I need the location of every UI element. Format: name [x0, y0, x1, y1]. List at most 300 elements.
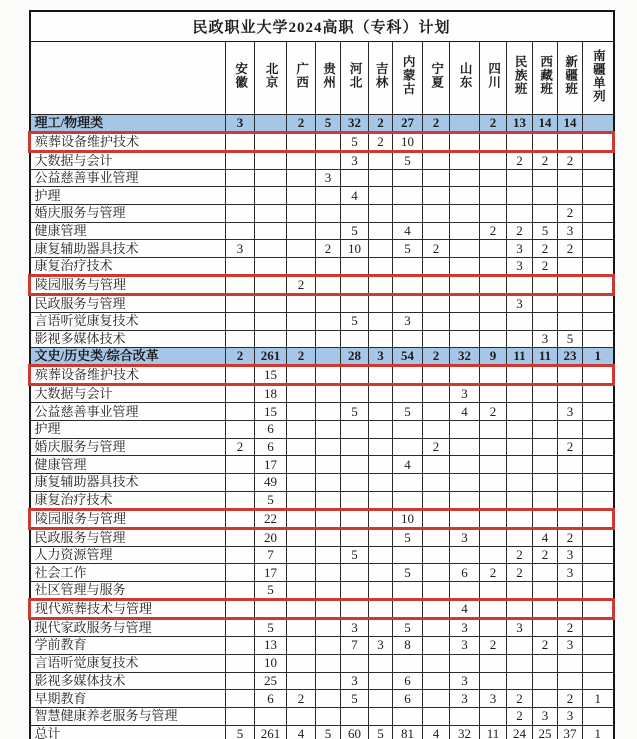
value-cell: 2 [507, 546, 533, 564]
value-cell [316, 672, 341, 690]
value-cell [369, 204, 393, 222]
value-cell [369, 619, 393, 637]
value-cell: 6 [393, 690, 423, 708]
major-name-cell: 社区管理与服务 [30, 582, 226, 600]
value-cell [533, 312, 558, 330]
value-cell [450, 294, 480, 312]
section-name-cell: 文史/历史类/综合改革 [30, 348, 226, 366]
value-cell [316, 438, 341, 456]
major-name-cell: 社会工作 [30, 564, 226, 582]
value-cell [450, 421, 480, 439]
value-cell [393, 366, 423, 385]
value-cell [423, 403, 450, 421]
value-cell [369, 438, 393, 456]
value-cell [583, 222, 614, 240]
value-cell: 5 [393, 151, 423, 169]
value-cell [480, 456, 507, 474]
value-cell: 2 [558, 204, 583, 222]
value-cell [423, 294, 450, 312]
value-cell [558, 169, 583, 187]
value-cell [341, 582, 369, 600]
value-cell [558, 257, 583, 275]
value-cell: 1 [583, 690, 614, 708]
value-cell: 5 [341, 312, 369, 330]
table-row-highlighted [30, 509, 614, 528]
major-name-cell: 康复辅助器具技术 [30, 474, 226, 492]
value-cell [507, 403, 533, 421]
value-cell [287, 546, 316, 564]
table-row [30, 654, 614, 672]
value-cell: 3 [341, 672, 369, 690]
value-cell: 10 [393, 132, 423, 151]
value-cell [316, 421, 341, 439]
value-cell: 3 [558, 546, 583, 564]
value-cell [341, 257, 369, 275]
value-cell: 2 [226, 438, 255, 456]
value-cell [558, 132, 583, 151]
value-cell [316, 312, 341, 330]
value-cell [316, 637, 341, 655]
value-cell [583, 438, 614, 456]
value-cell [287, 637, 316, 655]
value-cell [316, 564, 341, 582]
province-column-header [369, 41, 393, 114]
value-cell [287, 169, 316, 187]
table-row [30, 222, 614, 240]
value-cell [507, 330, 533, 348]
value-cell: 4 [341, 187, 369, 205]
value-cell [341, 275, 369, 294]
value-cell [341, 169, 369, 187]
value-cell [507, 672, 533, 690]
value-cell [507, 654, 533, 672]
value-cell [423, 546, 450, 564]
value-cell [393, 707, 423, 725]
value-cell [226, 707, 255, 725]
value-cell [316, 275, 341, 294]
value-cell [480, 582, 507, 600]
value-cell [480, 257, 507, 275]
table-row [30, 403, 614, 421]
table-row [30, 421, 614, 439]
value-cell [369, 169, 393, 187]
value-cell [226, 275, 255, 294]
value-cell [341, 654, 369, 672]
value-cell [287, 438, 316, 456]
value-cell [533, 187, 558, 205]
enrollment-plan-table [28, 10, 615, 739]
value-cell [287, 456, 316, 474]
value-cell [316, 222, 341, 240]
major-name-cell: 护理 [30, 187, 226, 205]
value-cell [341, 438, 369, 456]
value-cell [558, 366, 583, 385]
value-cell: 3 [480, 690, 507, 708]
value-cell: 2 [480, 403, 507, 421]
province-column-header [558, 41, 583, 114]
value-cell [287, 672, 316, 690]
value-cell [558, 312, 583, 330]
value-cell [255, 257, 287, 275]
value-cell: 2 [480, 637, 507, 655]
value-cell: 2 [558, 619, 583, 637]
value-cell [226, 132, 255, 151]
major-name-cell: 言语听觉康复技术 [30, 654, 226, 672]
value-cell [558, 491, 583, 509]
value-cell [480, 546, 507, 564]
value-cell [583, 240, 614, 258]
value-cell [423, 528, 450, 546]
value-cell: 5 [341, 403, 369, 421]
value-cell [369, 151, 393, 169]
value-cell: 24 [507, 725, 533, 739]
value-cell: 5 [369, 725, 393, 739]
table-row [30, 438, 614, 456]
value-cell [287, 312, 316, 330]
value-cell [226, 421, 255, 439]
value-cell [480, 169, 507, 187]
major-name-cell: 陵园服务与管理 [30, 275, 226, 294]
value-cell [393, 654, 423, 672]
table-row [30, 312, 614, 330]
value-cell: 2 [558, 438, 583, 456]
value-cell: 2 [480, 564, 507, 582]
value-cell [316, 528, 341, 546]
value-cell: 32 [450, 725, 480, 739]
value-cell [480, 421, 507, 439]
value-cell [226, 385, 255, 403]
value-cell [480, 132, 507, 151]
major-name-cell: 婚庆服务与管理 [30, 204, 226, 222]
value-cell [583, 366, 614, 385]
value-cell [316, 348, 341, 366]
value-cell: 3 [369, 348, 393, 366]
value-cell [393, 582, 423, 600]
major-name-cell: 公益慈善事业管理 [30, 169, 226, 187]
value-cell [480, 600, 507, 619]
value-cell [393, 546, 423, 564]
value-cell [316, 403, 341, 421]
value-cell [423, 474, 450, 492]
value-cell [583, 187, 614, 205]
value-cell: 5 [558, 330, 583, 348]
value-cell [423, 672, 450, 690]
value-cell [226, 366, 255, 385]
value-cell [533, 403, 558, 421]
value-cell: 5 [341, 546, 369, 564]
value-cell [369, 240, 393, 258]
province-column-header [533, 41, 558, 114]
value-cell: 2 [507, 690, 533, 708]
value-cell [316, 546, 341, 564]
value-cell [226, 474, 255, 492]
major-name-cell: 影视多媒体技术 [30, 330, 226, 348]
value-cell [450, 151, 480, 169]
value-cell [507, 132, 533, 151]
value-cell: 3 [558, 564, 583, 582]
value-cell: 27 [393, 114, 423, 132]
value-cell: 2 [558, 240, 583, 258]
table-row [30, 725, 614, 739]
value-cell [507, 509, 533, 528]
value-cell [341, 707, 369, 725]
value-cell [533, 564, 558, 582]
value-cell [533, 169, 558, 187]
major-name-cell: 康复辅助器具技术 [30, 240, 226, 258]
value-cell [341, 600, 369, 619]
value-cell [450, 438, 480, 456]
value-cell: 2 [507, 222, 533, 240]
province-column-label: 民族班 [513, 55, 528, 96]
value-cell [450, 582, 480, 600]
value-cell [287, 509, 316, 528]
table-row [30, 330, 614, 348]
major-name-cell: 民政服务与管理 [30, 294, 226, 312]
value-cell [533, 690, 558, 708]
value-cell [369, 509, 393, 528]
value-cell [423, 204, 450, 222]
value-cell [423, 275, 450, 294]
value-cell [450, 132, 480, 151]
value-cell [255, 204, 287, 222]
value-cell [450, 366, 480, 385]
value-cell [558, 582, 583, 600]
value-cell [583, 582, 614, 600]
value-cell: 4 [450, 403, 480, 421]
value-cell: 22 [255, 509, 287, 528]
value-cell [255, 600, 287, 619]
value-cell: 5 [393, 564, 423, 582]
value-cell: 4 [533, 528, 558, 546]
value-cell [558, 672, 583, 690]
table-row [30, 474, 614, 492]
value-cell [287, 330, 316, 348]
value-cell: 32 [341, 114, 369, 132]
value-cell [480, 528, 507, 546]
value-cell [507, 204, 533, 222]
value-cell [287, 474, 316, 492]
value-cell [226, 672, 255, 690]
province-column-label: 北京 [264, 62, 279, 89]
value-cell [341, 564, 369, 582]
value-cell [450, 169, 480, 187]
value-cell [533, 474, 558, 492]
value-cell: 6 [255, 421, 287, 439]
value-cell [583, 403, 614, 421]
value-cell [480, 707, 507, 725]
value-cell [369, 654, 393, 672]
value-cell: 2 [507, 707, 533, 725]
value-cell [583, 564, 614, 582]
value-cell: 5 [255, 619, 287, 637]
value-cell: 23 [558, 348, 583, 366]
value-cell [369, 672, 393, 690]
value-cell [369, 257, 393, 275]
value-cell [450, 312, 480, 330]
value-cell: 13 [507, 114, 533, 132]
value-cell [341, 330, 369, 348]
major-name-cell: 公益慈善事业管理 [30, 403, 226, 421]
table-row [30, 456, 614, 474]
value-cell: 2 [369, 114, 393, 132]
value-cell [287, 204, 316, 222]
major-name-cell: 言语听觉康复技术 [30, 312, 226, 330]
value-cell [450, 275, 480, 294]
value-cell: 10 [341, 240, 369, 258]
value-cell: 2 [558, 528, 583, 546]
value-cell: 3 [450, 619, 480, 637]
province-column-label: 南疆单列 [591, 48, 606, 103]
value-cell [393, 491, 423, 509]
value-cell [450, 654, 480, 672]
value-cell [369, 421, 393, 439]
value-cell [558, 456, 583, 474]
major-name-cell: 早期教育 [30, 690, 226, 708]
value-cell: 3 [507, 619, 533, 637]
major-name-cell: 现代殡葬技术与管理 [30, 600, 226, 619]
value-cell [316, 330, 341, 348]
value-cell: 2 [287, 690, 316, 708]
value-cell [369, 582, 393, 600]
value-cell [255, 132, 287, 151]
value-cell [369, 491, 393, 509]
value-cell [316, 707, 341, 725]
major-name-cell: 学前教育 [30, 637, 226, 655]
value-cell [393, 600, 423, 619]
value-cell [287, 366, 316, 385]
value-cell [369, 707, 393, 725]
value-cell [480, 672, 507, 690]
value-cell: 18 [255, 385, 287, 403]
value-cell: 4 [287, 725, 316, 739]
value-cell: 1 [583, 348, 614, 366]
value-cell [533, 672, 558, 690]
value-cell: 2 [423, 240, 450, 258]
value-cell [450, 204, 480, 222]
value-cell [507, 385, 533, 403]
value-cell [316, 474, 341, 492]
value-cell [423, 600, 450, 619]
major-name-cell: 民政服务与管理 [30, 528, 226, 546]
province-column-header [583, 41, 614, 114]
value-cell [316, 132, 341, 151]
value-cell [423, 456, 450, 474]
value-cell [480, 187, 507, 205]
value-cell: 5 [226, 725, 255, 739]
value-cell [393, 204, 423, 222]
value-cell [316, 187, 341, 205]
value-cell [226, 294, 255, 312]
value-cell: 3 [507, 257, 533, 275]
value-cell [423, 509, 450, 528]
value-cell: 2 [480, 222, 507, 240]
value-cell [287, 257, 316, 275]
table-row [30, 637, 614, 655]
value-cell: 25 [533, 725, 558, 739]
value-cell [423, 619, 450, 637]
value-cell [480, 294, 507, 312]
major-name-cell: 护理 [30, 421, 226, 439]
value-cell [450, 330, 480, 348]
value-cell [507, 421, 533, 439]
value-cell [226, 204, 255, 222]
value-cell: 2 [287, 348, 316, 366]
value-cell [316, 690, 341, 708]
value-cell: 3 [450, 528, 480, 546]
value-cell: 5 [393, 403, 423, 421]
value-cell [423, 330, 450, 348]
page-title: 民政职业大学2024高职（专科）计划 [30, 11, 614, 41]
value-cell: 6 [393, 672, 423, 690]
value-cell [423, 257, 450, 275]
value-cell: 32 [450, 348, 480, 366]
value-cell: 2 [507, 151, 533, 169]
value-cell [341, 456, 369, 474]
value-cell [316, 600, 341, 619]
value-cell: 5 [393, 619, 423, 637]
major-name-cell: 智慧健康养老服务与管理 [30, 707, 226, 725]
value-cell: 2 [316, 240, 341, 258]
major-name-cell: 婚庆服务与管理 [30, 438, 226, 456]
value-cell: 3 [558, 637, 583, 655]
value-cell: 17 [255, 456, 287, 474]
value-cell: 2 [226, 348, 255, 366]
value-cell: 3 [369, 637, 393, 655]
value-cell [583, 257, 614, 275]
value-cell [287, 619, 316, 637]
value-cell [583, 294, 614, 312]
province-column-label: 四川 [486, 62, 501, 89]
value-cell [226, 600, 255, 619]
value-cell: 3 [558, 222, 583, 240]
value-cell [287, 222, 316, 240]
value-cell: 5 [341, 222, 369, 240]
value-cell [316, 151, 341, 169]
value-cell: 5 [255, 582, 287, 600]
value-cell: 60 [341, 725, 369, 739]
value-cell [423, 637, 450, 655]
value-cell [450, 240, 480, 258]
value-cell [287, 707, 316, 725]
value-cell [423, 187, 450, 205]
value-cell [450, 187, 480, 205]
value-cell [226, 151, 255, 169]
value-cell [316, 619, 341, 637]
value-cell [316, 366, 341, 385]
value-cell [255, 151, 287, 169]
value-cell [341, 294, 369, 312]
value-cell: 2 [423, 438, 450, 456]
value-cell: 20 [255, 528, 287, 546]
value-cell [369, 528, 393, 546]
value-cell: 5 [316, 725, 341, 739]
value-cell: 13 [255, 637, 287, 655]
value-cell: 5 [316, 114, 341, 132]
value-cell [423, 564, 450, 582]
major-name-cell: 健康管理 [30, 222, 226, 240]
value-cell: 11 [480, 725, 507, 739]
province-column-header [393, 41, 423, 114]
table-row [30, 240, 614, 258]
value-cell [316, 385, 341, 403]
value-cell [287, 187, 316, 205]
value-cell: 5 [255, 491, 287, 509]
value-cell: 2 [287, 114, 316, 132]
value-cell [583, 528, 614, 546]
value-cell: 3 [533, 330, 558, 348]
value-cell [226, 582, 255, 600]
value-cell [287, 600, 316, 619]
